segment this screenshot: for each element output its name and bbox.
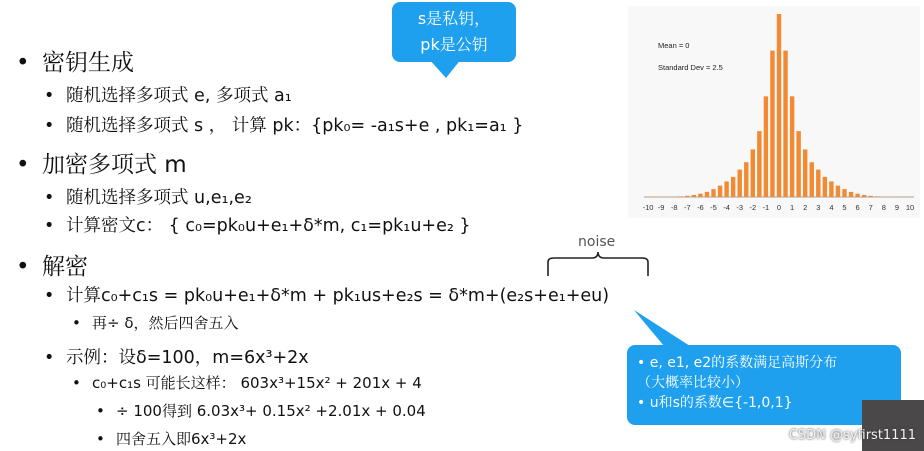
- presenter-video-thumbnail: [862, 400, 924, 451]
- bullet-text: 四舍五入即6x³+2x: [116, 430, 247, 448]
- bullet-level3-8: [72, 312, 239, 333]
- chart-x-tick-label: -6: [697, 203, 704, 212]
- bullet-text: 再÷ δ，然后四舍五入: [92, 314, 239, 332]
- bullet-dot: •: [96, 402, 105, 420]
- chart-x-tick-label: 4: [829, 203, 834, 212]
- chart-bar: [790, 96, 794, 197]
- bullet-text: 计算c₀+c₁s = pk₀u+e₁+δ*m + pk₁us+e₂s = δ*m+(e₂s+e₁+eu): [66, 286, 610, 306]
- bullet-text: 随机选择多项式 e, 多项式 a₁: [66, 86, 292, 106]
- chart-bar: [679, 196, 683, 197]
- chart-x-tick-label: -2: [749, 203, 757, 212]
- chart-x-tick-label: 5: [842, 203, 847, 212]
- bullet-text: 加密多项式 m: [42, 152, 187, 178]
- bullet-dot: •: [72, 374, 81, 392]
- chart-bar: [705, 192, 709, 197]
- bullet-level1-3: [16, 146, 187, 179]
- chart-x-tick-label: -5: [710, 203, 717, 212]
- bullet-dot: •: [44, 216, 55, 236]
- bullet-text: 随机选择多项式 u,e₁,e₂: [66, 188, 252, 208]
- chart-bar: [816, 170, 820, 197]
- chart-x-tick-label: -3: [736, 203, 744, 212]
- bullet-text: 解密: [42, 254, 88, 280]
- key-callout-pointer: [428, 58, 468, 80]
- bullet-dot: •: [44, 86, 55, 106]
- bullet-dot: •: [44, 348, 55, 368]
- bullet-text: 随机选择多项式 s ， 计算 pk：{pk₀= -a₁s+e , pk₁=a₁ }: [66, 116, 524, 136]
- chart-x-tick-label: -10: [642, 203, 654, 212]
- gaussian-callout: [627, 345, 901, 425]
- bullet-text: 密钥生成: [42, 50, 134, 76]
- bullet-level2-5: [44, 212, 471, 237]
- bullet-level2-2: [44, 112, 523, 137]
- chart-bar: [823, 177, 827, 197]
- chart-x-tick-label: 0: [776, 203, 782, 212]
- bullet-text: ÷ 100得到 6.03x³+ 0.15x² +2.01x + 0.04: [116, 402, 426, 420]
- bullet-level4-11: [96, 400, 426, 421]
- chart-x-tick-label: 6: [855, 203, 860, 212]
- chart-bar: [803, 149, 807, 197]
- chart-bar: [796, 131, 800, 197]
- chart-x-tick-label: 3: [816, 203, 821, 212]
- chart-x-tick-label: -9: [657, 203, 665, 212]
- chart-bar: [783, 51, 787, 197]
- chart-x-tick-label: 7: [868, 203, 873, 212]
- chart-x-tick-label: -4: [723, 203, 730, 212]
- gaussian-callout-line2: （大概率比较小）: [637, 375, 749, 391]
- chart-bar: [711, 189, 715, 197]
- noise-brace: [540, 250, 660, 280]
- bullet-level2-4: [44, 184, 252, 209]
- chart-bar: [764, 96, 768, 197]
- gaussian-callout-line3: • u和s的系数∈{-1,0,1}: [637, 395, 793, 411]
- bullet-text: 计算密文c： { c₀=pk₀u+e₁+δ*m, c₁=pk₁u+e₂ }: [66, 216, 471, 236]
- chart-bar: [718, 186, 722, 197]
- gaussian-callout-line1: • e, e1, e2的系数满足高斯分布: [637, 355, 838, 371]
- bullet-text: c₀+c₁s 可能长这样： 603x³+15x² + 201x + 4: [92, 374, 422, 392]
- chart-x-tick-label: 2: [803, 203, 808, 212]
- gaussian-chart-panel: [628, 6, 920, 218]
- chart-bar: [698, 194, 702, 197]
- bullet-dot: •: [44, 286, 55, 306]
- chart-bar: [744, 162, 748, 197]
- chart-bar: [842, 189, 846, 197]
- chart-x-tick-label: 10: [905, 203, 915, 212]
- bullet-dot: •: [44, 116, 55, 136]
- chart-bar: [685, 196, 689, 197]
- chart-bar: [862, 195, 866, 197]
- bullet-dot: •: [96, 430, 105, 448]
- chart-bar: [731, 177, 735, 197]
- chart-bar: [869, 196, 873, 197]
- chart-x-tick-label: 8: [881, 203, 886, 212]
- chart-annotation-std: Standard Dev = 2.5: [658, 63, 723, 72]
- chart-bar: [836, 186, 840, 197]
- bullet-dot: •: [16, 254, 30, 280]
- chart-bar: [849, 192, 853, 197]
- bullet-level2-1: [44, 82, 292, 107]
- gaussian-chart: [628, 6, 920, 218]
- key-callout: [392, 2, 516, 62]
- chart-bar: [757, 131, 761, 197]
- chart-bar: [875, 196, 879, 197]
- chart-bar: [738, 170, 742, 197]
- bullet-level1-0: [16, 44, 134, 77]
- bullet-dot: •: [16, 50, 30, 76]
- bullet-dot: •: [72, 314, 81, 332]
- bullet-level4-12: [96, 428, 246, 449]
- key-callout-line2: pk是公钥: [420, 35, 488, 54]
- bullet-level3-10: [72, 372, 422, 393]
- bullet-level2-7: [44, 282, 609, 307]
- bullet-dot: •: [16, 152, 30, 178]
- chart-annotation-mean: Mean = 0: [658, 41, 690, 50]
- chart-x-tick-label: -8: [670, 203, 678, 212]
- chart-bar: [692, 195, 696, 197]
- bullet-dot: •: [44, 188, 55, 208]
- noise-label: noise: [578, 234, 616, 250]
- bullet-text: 示例：设δ=100，m=6x³+2x: [66, 348, 309, 368]
- bullet-level2-9: [44, 344, 309, 369]
- chart-x-tick-label: -1: [762, 203, 770, 212]
- chart-bar: [829, 181, 833, 197]
- chart-x-tick-label: -7: [683, 203, 691, 212]
- chart-x-tick-label: 9: [894, 203, 899, 212]
- key-callout-line1: s是私钥，: [417, 9, 491, 28]
- chart-bar: [724, 181, 728, 197]
- chart-bar: [855, 194, 859, 197]
- chart-bar: [770, 51, 774, 197]
- chart-bar: [777, 14, 781, 197]
- chart-x-tick-label: 1: [790, 203, 795, 212]
- chart-bar: [810, 162, 814, 197]
- chart-bar: [751, 149, 755, 197]
- watermark: CSDN @syfirst1111: [788, 428, 916, 443]
- bullet-level1-6: [16, 248, 88, 281]
